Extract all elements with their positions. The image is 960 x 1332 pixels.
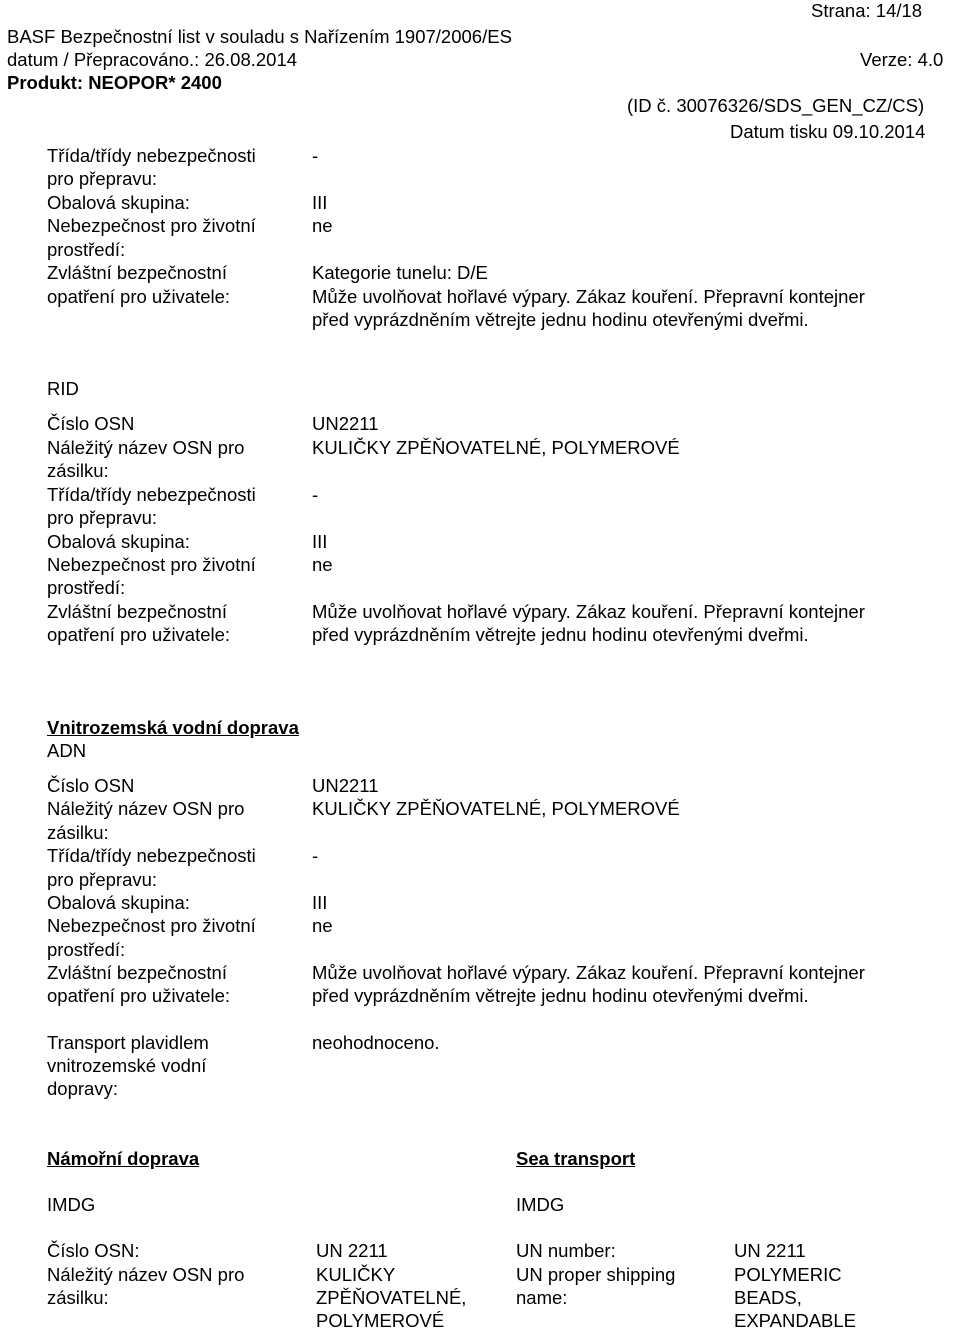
print-date: Datum tisku 09.10.2014 [730,121,926,142]
adn-packing-label: Obalová skupina: [47,892,190,913]
adn-class-label-2: pro přepravu: [47,869,158,890]
rid-special-label: Zvláštní bezpečnostní [47,601,227,622]
rid-un-label: Číslo OSN [47,413,135,434]
imdg-name-label-cz-2: zásilku: [47,1287,109,1308]
adn-special-value-2: před vyprázdněním větrejte jednu hodinu otevřenými dveřmi. [312,985,809,1006]
imdg-un-value-cz: UN 2211 [316,1240,388,1261]
adn-vessel-value: neohodnoceno. [312,1032,440,1053]
adn-special-value: Může uvolňovat hořlavé výpary. Zákaz kouření. Přepravní kontejner [312,962,865,983]
adn-special-label: Zvláštní bezpečnostní [47,962,227,983]
environment-label: Nebezpečnost pro životní [47,215,256,236]
packing-group-label: Obalová skupina: [47,192,190,213]
rid-environment-label-2: prostředí: [47,577,126,598]
imdg-name-value-en-2: BEADS, [734,1287,802,1308]
adn-special-label-2: opatření pro uživatele: [47,985,231,1006]
imdg-name-value-en-3: EXPANDABLE [734,1310,857,1331]
document-id: (ID č. 30076326/SDS_GEN_CZ/CS) [627,95,925,116]
class-value: - [312,145,319,166]
adn-environment-value: ne [312,915,333,936]
rid-class-label: Třída/třídy nebezpečnosti [47,484,256,505]
imdg-name-value-cz-2: ZPĚŇOVATELNÉ, [316,1287,467,1308]
product-name: Produkt: NEOPOR* 2400 [7,72,222,93]
environment-label-2: prostředí: [47,239,126,260]
adn-environment-label-2: prostředí: [47,939,126,960]
rid-environment-value: ne [312,554,333,575]
sea-transport-heading-en: Sea transport [516,1148,636,1169]
imdg-un-value-en: UN 2211 [734,1240,806,1261]
special-precautions-label: Zvláštní bezpečnostní [47,262,227,283]
rid-name-label-2: zásilku: [47,460,109,481]
adn-environment-label: Nebezpečnost pro životní [47,915,256,936]
imdg-name-value-en: POLYMERIC [734,1264,842,1285]
adn-un-value: UN2211 [312,775,379,796]
sea-transport-heading-cz: Námořní doprava [47,1148,200,1169]
rid-name-label: Náležitý název OSN pro [47,437,245,458]
adn-class-value: - [312,845,319,866]
special-precautions-value: Může uvolňovat hořlavé výpary. Zákaz kouření. Přepravní kontejner [312,286,865,307]
imdg-name-value-cz: KULIČKY [316,1264,396,1285]
adn-un-label: Číslo OSN [47,775,135,796]
version: Verze: 4.0 [860,49,944,70]
imdg-name-value-cz-3: POLYMEROVÉ [316,1310,445,1331]
adn-packing-value: III [312,892,328,913]
environment-value: ne [312,215,333,236]
rid-class-value: - [312,484,319,505]
rid-packing-value: III [312,531,328,552]
adn-name-value: KULIČKY ZPĚŇOVATELNÉ, POLYMEROVÉ [312,798,680,819]
adn-title: ADN [47,740,87,761]
document-title: BASF Bezpečnostní list v souladu s Nařízením 1907/2006/ES [7,26,512,47]
special-precautions-value-2: před vyprázdněním větrejte jednu hodinu otevřenými dveřmi. [312,309,809,330]
rid-un-value: UN2211 [312,413,379,434]
imdg-un-label-en: UN number: [516,1240,616,1261]
imdg-title-cz: IMDG [47,1194,96,1215]
class-label-2: pro přepravu: [47,168,158,189]
imdg-un-label-cz: Číslo OSN: [47,1240,140,1261]
rid-special-value-2: před vyprázdněním větrejte jednu hodinu otevřenými dveřmi. [312,624,809,645]
adn-class-label: Třída/třídy nebezpečnosti [47,845,256,866]
page-number: Strana: 14/18 [811,0,923,21]
rid-name-value: KULIČKY ZPĚŇOVATELNÉ, POLYMEROVÉ [312,437,680,458]
special-precautions-label-2: opatření pro uživatele: [47,286,231,307]
adn-vessel-label: Transport plavidlem [47,1032,209,1053]
imdg-name-label-en-2: name: [516,1287,568,1308]
rid-special-label-2: opatření pro uživatele: [47,624,231,645]
class-label: Třída/třídy nebezpečnosti [47,145,256,166]
revision-date: datum / Přepracováno.: 26.08.2014 [7,49,298,70]
imdg-title-en: IMDG [516,1194,565,1215]
rid-title: RID [47,378,79,399]
rid-class-label-2: pro přepravu: [47,507,158,528]
tunnel-category: Kategorie tunelu: D/E [312,262,488,283]
rid-packing-label: Obalová skupina: [47,531,190,552]
adn-vessel-label-3: dopravy: [47,1078,118,1099]
adn-name-label-2: zásilku: [47,822,109,843]
inland-waterway-heading: Vnitrozemská vodní doprava [47,717,299,738]
adn-name-label: Náležitý název OSN pro [47,798,245,819]
rid-special-value: Může uvolňovat hořlavé výpary. Zákaz kouření. Přepravní kontejner [312,601,865,622]
imdg-name-label-en: UN proper shipping [516,1264,676,1285]
adn-vessel-label-2: vnitrozemské vodní [47,1055,207,1076]
rid-environment-label: Nebezpečnost pro životní [47,554,256,575]
packing-group-value: III [312,192,328,213]
imdg-name-label-cz: Náležitý název OSN pro [47,1264,245,1285]
